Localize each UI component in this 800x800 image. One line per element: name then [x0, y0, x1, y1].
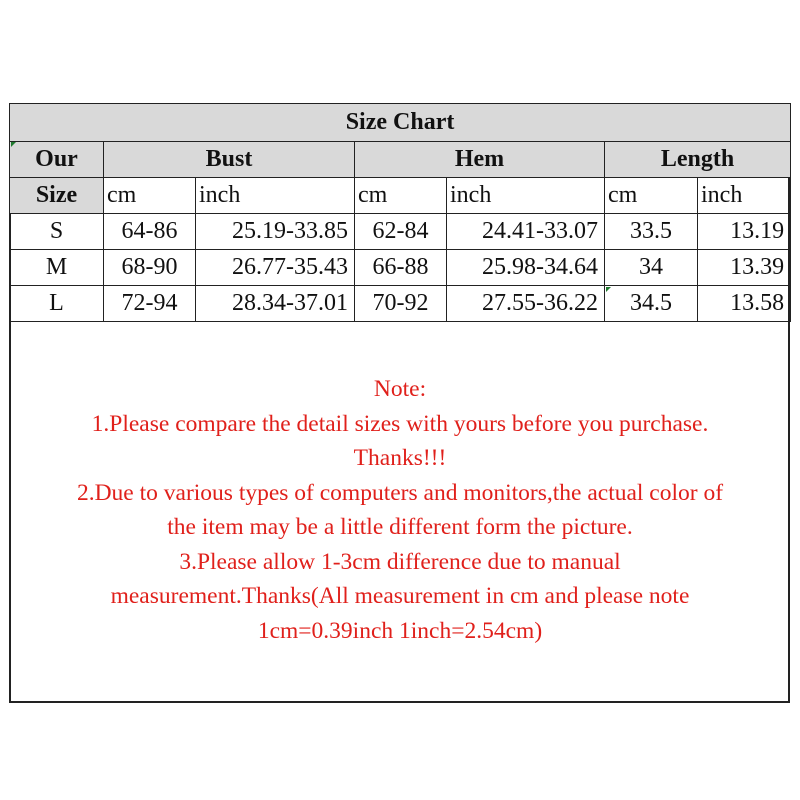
unit-bust-inch: inch: [196, 178, 355, 214]
bust-cm-cell: 64-86: [104, 214, 196, 250]
note-line: 3.Please allow 1-3cm difference due to manual: [179, 548, 621, 575]
unit-bust-cm: cm: [104, 178, 196, 214]
hem-cm-cell: 66-88: [355, 250, 447, 286]
bust-inch-cell: 25.19-33.85: [196, 214, 355, 250]
length-inch-cell: 13.58: [698, 286, 791, 322]
length-cm-cell: 34.5: [605, 286, 698, 322]
unit-length-inch: inch: [698, 178, 791, 214]
group-header-bust: Bust: [104, 142, 355, 178]
length-cm-cell: 33.5: [605, 214, 698, 250]
hem-cm-cell: 62-84: [355, 214, 447, 250]
size-cell: S: [10, 214, 104, 250]
note-line: 1.Please compare the detail sizes with yours before you purchase.: [91, 410, 709, 437]
size-chart-table: [9, 103, 791, 322]
group-header-hem: Hem: [355, 142, 605, 178]
table-title: Size Chart: [10, 104, 791, 142]
size-cell: L: [10, 286, 104, 322]
hem-cm-cell: 70-92: [355, 286, 447, 322]
hem-inch-cell: 24.41-33.07: [447, 214, 605, 250]
note-line: Thanks!!!: [353, 445, 447, 471]
bust-cm-cell: 72-94: [104, 286, 196, 322]
note-line: 2.Due to various types of computers and monitors,the actual color of: [76, 479, 724, 506]
length-inch-cell: 13.19: [698, 214, 791, 250]
note-heading: Note:: [373, 376, 427, 402]
table-row-l: [10, 286, 791, 322]
unit-hem-cm: cm: [355, 178, 447, 214]
table-row-m: [10, 250, 791, 286]
length-inch-cell: 13.39: [698, 250, 791, 286]
table-row-s: [10, 214, 791, 250]
bust-cm-cell: 68-90: [104, 250, 196, 286]
bust-inch-cell: 26.77-35.43: [196, 250, 355, 286]
hem-inch-cell: 27.55-36.22: [447, 286, 605, 322]
cell-marker-icon: [606, 287, 611, 292]
size-cell: M: [10, 250, 104, 286]
note-line: 1cm=0.39inch 1inch=2.54cm): [257, 617, 543, 644]
note-line: measurement.Thanks(All measurement in cm and please note: [110, 583, 690, 609]
size-label-bottom: Size: [10, 178, 104, 214]
group-header-row: [10, 142, 791, 178]
cell-marker-icon: [11, 142, 16, 147]
unit-length-cm: cm: [605, 178, 698, 214]
group-header-length: Length: [605, 142, 791, 178]
size-label-top: Our: [10, 142, 104, 178]
hem-inch-cell: 25.98-34.64: [447, 250, 605, 286]
unit-header-row: [10, 178, 791, 214]
bust-inch-cell: 28.34-37.01: [196, 286, 355, 322]
title-row: [10, 104, 791, 142]
unit-hem-inch: inch: [447, 178, 605, 214]
note-block: [14, 372, 786, 648]
length-cm-cell: 34: [605, 250, 698, 286]
note-line: the item may be a little different form the picture.: [167, 514, 633, 540]
